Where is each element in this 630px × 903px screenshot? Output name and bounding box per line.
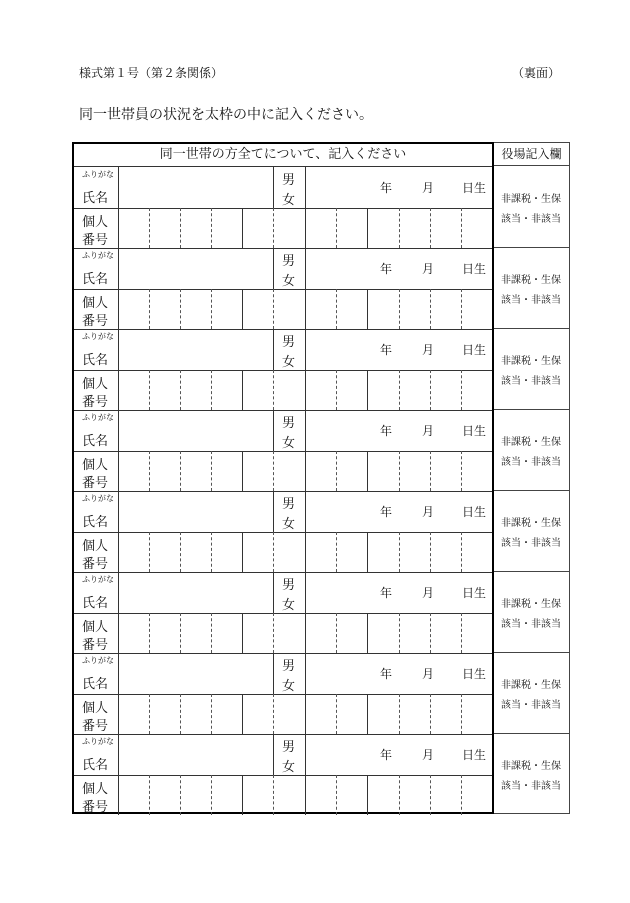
birth-month-label: 月 bbox=[422, 586, 435, 600]
member-row bbox=[74, 491, 492, 573]
member-row bbox=[74, 248, 492, 330]
birth-day-label: 日生 bbox=[462, 748, 487, 762]
grid-line bbox=[242, 694, 243, 734]
female-option[interactable]: 女 bbox=[282, 598, 296, 613]
grid-line bbox=[399, 370, 400, 410]
grid-line bbox=[180, 775, 181, 815]
male-option[interactable]: 男 bbox=[282, 740, 296, 755]
id-label-line2: 番号 bbox=[82, 719, 109, 734]
grid-line bbox=[399, 289, 400, 329]
grid-line bbox=[180, 532, 181, 572]
id-label-line1: 個人 bbox=[82, 620, 109, 635]
office-status-line2: 該当・非該当 bbox=[501, 457, 561, 468]
grid-line bbox=[211, 694, 212, 734]
grid-line bbox=[180, 694, 181, 734]
male-option[interactable]: 男 bbox=[282, 659, 296, 674]
birth-month-label: 月 bbox=[422, 505, 435, 519]
grid-line bbox=[273, 775, 274, 815]
female-option[interactable]: 女 bbox=[282, 274, 296, 289]
office-cell bbox=[494, 328, 569, 410]
grid-line bbox=[461, 370, 462, 410]
page-side-label: （裏面） bbox=[512, 66, 561, 80]
id-label-line2: 番号 bbox=[82, 638, 109, 653]
name-label: 氏名 bbox=[82, 596, 109, 611]
male-option[interactable]: 男 bbox=[282, 335, 296, 350]
male-option[interactable]: 男 bbox=[282, 254, 296, 269]
grid-line bbox=[367, 289, 368, 329]
grid-line bbox=[273, 370, 274, 410]
grid-line bbox=[461, 694, 462, 734]
name-label: 氏名 bbox=[82, 353, 109, 368]
grid-line bbox=[305, 289, 306, 329]
grid-line bbox=[461, 208, 462, 248]
office-status-line1: 非課税・生保 bbox=[501, 437, 561, 448]
grid-line bbox=[305, 329, 306, 370]
grid-line bbox=[336, 694, 337, 734]
birth-year-label: 年 bbox=[380, 262, 393, 276]
grid-line bbox=[305, 208, 306, 248]
furigana-label: ふりがな bbox=[82, 656, 114, 665]
grid-line bbox=[336, 208, 337, 248]
female-option[interactable]: 女 bbox=[282, 193, 296, 208]
grid-line bbox=[273, 532, 274, 572]
name-label: 氏名 bbox=[82, 758, 109, 773]
office-status-line2: 該当・非該当 bbox=[501, 295, 561, 306]
birth-month-label: 月 bbox=[422, 343, 435, 357]
grid-line bbox=[367, 613, 368, 653]
grid-line bbox=[211, 532, 212, 572]
grid-line bbox=[242, 613, 243, 653]
grid-line bbox=[305, 167, 306, 208]
name-label: 氏名 bbox=[82, 272, 109, 287]
grid-line bbox=[430, 775, 431, 815]
female-option[interactable]: 女 bbox=[282, 679, 296, 694]
name-label: 氏名 bbox=[82, 434, 109, 449]
birth-year-label: 年 bbox=[380, 343, 393, 357]
furigana-label: ふりがな bbox=[82, 332, 114, 341]
grid-line bbox=[305, 694, 306, 734]
male-option[interactable]: 男 bbox=[282, 497, 296, 512]
grid-line bbox=[305, 572, 306, 613]
grid-line bbox=[430, 613, 431, 653]
female-option[interactable]: 女 bbox=[282, 760, 296, 775]
grid-line bbox=[211, 775, 212, 815]
birth-month-label: 月 bbox=[422, 262, 435, 276]
member-row bbox=[74, 410, 492, 492]
id-label-line1: 個人 bbox=[82, 377, 109, 392]
grid-line bbox=[180, 451, 181, 491]
birth-month-label: 月 bbox=[422, 424, 435, 438]
grid-line bbox=[273, 653, 274, 694]
grid-line bbox=[273, 572, 274, 613]
birth-year-label: 年 bbox=[380, 748, 393, 762]
birth-day-label: 日生 bbox=[462, 667, 487, 681]
office-status-line1: 非課税・生保 bbox=[501, 680, 561, 691]
grid-line bbox=[367, 208, 368, 248]
table-title: 同一世帯の方全てについて、記入ください bbox=[74, 144, 492, 167]
grid-line bbox=[273, 410, 274, 451]
grid-line bbox=[367, 451, 368, 491]
birth-year-label: 年 bbox=[380, 586, 393, 600]
grid-line bbox=[211, 451, 212, 491]
grid-line bbox=[211, 613, 212, 653]
grid-line bbox=[273, 248, 274, 289]
id-label-line1: 個人 bbox=[82, 701, 109, 716]
id-label-line2: 番号 bbox=[82, 476, 109, 491]
grid-line bbox=[336, 451, 337, 491]
office-status-line2: 該当・非該当 bbox=[501, 700, 561, 711]
male-option[interactable]: 男 bbox=[282, 416, 296, 431]
form-number: 様式第１号（第２条関係） bbox=[79, 66, 224, 80]
birth-year-label: 年 bbox=[380, 181, 393, 195]
id-label-line2: 番号 bbox=[82, 557, 109, 572]
grid-line bbox=[399, 613, 400, 653]
birth-day-label: 日生 bbox=[462, 505, 487, 519]
office-status-line2: 該当・非該当 bbox=[501, 538, 561, 549]
grid-line bbox=[430, 694, 431, 734]
grid-line bbox=[180, 208, 181, 248]
grid-line bbox=[149, 451, 150, 491]
grid-line bbox=[430, 370, 431, 410]
birth-day-label: 日生 bbox=[462, 586, 487, 600]
office-status-line2: 該当・非該当 bbox=[501, 214, 561, 225]
grid-line bbox=[461, 613, 462, 653]
grid-line bbox=[367, 370, 368, 410]
birth-month-label: 月 bbox=[422, 748, 435, 762]
id-label-line1: 個人 bbox=[82, 458, 109, 473]
office-status-line1: 非課税・生保 bbox=[501, 356, 561, 367]
grid-line bbox=[336, 775, 337, 815]
office-status-line2: 該当・非該当 bbox=[501, 376, 561, 387]
female-option[interactable]: 女 bbox=[282, 517, 296, 532]
office-cell bbox=[494, 166, 569, 248]
grid-line bbox=[273, 734, 274, 775]
office-cell bbox=[494, 733, 569, 814]
member-row bbox=[74, 167, 492, 249]
id-label-line2: 番号 bbox=[82, 314, 109, 329]
grid-line bbox=[149, 694, 150, 734]
furigana-label: ふりがな bbox=[82, 494, 114, 503]
grid-line bbox=[461, 451, 462, 491]
grid-line bbox=[211, 289, 212, 329]
grid-line bbox=[149, 289, 150, 329]
grid-line bbox=[399, 451, 400, 491]
grid-line bbox=[430, 532, 431, 572]
office-status-line1: 非課税・生保 bbox=[501, 194, 561, 205]
id-label-line2: 番号 bbox=[82, 800, 109, 815]
grid-line bbox=[305, 491, 306, 532]
grid-line bbox=[273, 613, 274, 653]
grid-line bbox=[242, 532, 243, 572]
office-use-column bbox=[494, 142, 570, 814]
name-label: 氏名 bbox=[82, 677, 109, 692]
office-status-line2: 該当・非該当 bbox=[501, 781, 561, 792]
female-option[interactable]: 女 bbox=[282, 436, 296, 451]
name-label: 氏名 bbox=[82, 191, 109, 206]
grid-line bbox=[305, 410, 306, 451]
grid-line bbox=[305, 734, 306, 775]
furigana-label: ふりがな bbox=[82, 251, 114, 260]
office-status-line2: 該当・非該当 bbox=[501, 619, 561, 630]
birth-day-label: 日生 bbox=[462, 343, 487, 357]
grid-line bbox=[305, 775, 306, 815]
id-label-line1: 個人 bbox=[82, 215, 109, 230]
grid-line bbox=[180, 289, 181, 329]
birth-day-label: 日生 bbox=[462, 262, 487, 276]
grid-line bbox=[149, 370, 150, 410]
grid-line bbox=[273, 208, 274, 248]
office-status-line1: 非課税・生保 bbox=[501, 275, 561, 286]
grid-line bbox=[242, 775, 243, 815]
grid-line bbox=[149, 208, 150, 248]
grid-line bbox=[336, 613, 337, 653]
grid-line bbox=[336, 532, 337, 572]
grid-line bbox=[242, 289, 243, 329]
grid-line bbox=[367, 694, 368, 734]
grid-line bbox=[211, 208, 212, 248]
member-row bbox=[74, 734, 492, 815]
grid-line bbox=[336, 289, 337, 329]
birth-day-label: 日生 bbox=[462, 181, 487, 195]
grid-line bbox=[305, 653, 306, 694]
furigana-label: ふりがな bbox=[82, 575, 114, 584]
id-label-line1: 個人 bbox=[82, 539, 109, 554]
grid-line bbox=[180, 613, 181, 653]
grid-line bbox=[180, 370, 181, 410]
grid-line bbox=[399, 775, 400, 815]
grid-line bbox=[273, 491, 274, 532]
male-option[interactable]: 男 bbox=[282, 578, 296, 593]
member-row bbox=[74, 653, 492, 735]
birth-year-label: 年 bbox=[380, 424, 393, 438]
grid-line bbox=[305, 370, 306, 410]
grid-line bbox=[336, 370, 337, 410]
member-row bbox=[74, 329, 492, 411]
grid-line bbox=[242, 451, 243, 491]
grid-line bbox=[430, 208, 431, 248]
grid-line bbox=[149, 532, 150, 572]
grid-line bbox=[305, 451, 306, 491]
grid-line bbox=[430, 451, 431, 491]
grid-line bbox=[461, 532, 462, 572]
male-option[interactable]: 男 bbox=[282, 173, 296, 188]
office-cell bbox=[494, 490, 569, 572]
furigana-label: ふりがな bbox=[82, 170, 114, 179]
grid-line bbox=[305, 532, 306, 572]
grid-line bbox=[367, 775, 368, 815]
birth-month-label: 月 bbox=[422, 181, 435, 195]
office-status-line1: 非課税・生保 bbox=[501, 599, 561, 610]
grid-line bbox=[399, 694, 400, 734]
grid-line bbox=[273, 167, 274, 208]
birth-month-label: 月 bbox=[422, 667, 435, 681]
id-label-line2: 番号 bbox=[82, 233, 109, 248]
grid-line bbox=[211, 370, 212, 410]
furigana-label: ふりがな bbox=[82, 737, 114, 746]
office-cell bbox=[494, 409, 569, 491]
id-label-line1: 個人 bbox=[82, 296, 109, 311]
grid-line bbox=[461, 289, 462, 329]
grid-line bbox=[273, 289, 274, 329]
id-label-line2: 番号 bbox=[82, 395, 109, 410]
furigana-label: ふりがな bbox=[82, 413, 114, 422]
grid-line bbox=[367, 532, 368, 572]
grid-line bbox=[149, 775, 150, 815]
grid-line bbox=[149, 613, 150, 653]
grid-line bbox=[273, 451, 274, 491]
name-label: 氏名 bbox=[82, 515, 109, 530]
office-cell bbox=[494, 247, 569, 329]
id-label-line1: 個人 bbox=[82, 782, 109, 797]
female-option[interactable]: 女 bbox=[282, 355, 296, 370]
office-status-line1: 非課税・生保 bbox=[501, 761, 561, 772]
grid-line bbox=[461, 775, 462, 815]
grid-line bbox=[305, 248, 306, 289]
grid-line bbox=[399, 208, 400, 248]
birth-day-label: 日生 bbox=[462, 424, 487, 438]
grid-line bbox=[430, 289, 431, 329]
household-members-table bbox=[72, 142, 494, 814]
office-status-line1: 非課税・生保 bbox=[501, 518, 561, 529]
birth-year-label: 年 bbox=[380, 505, 393, 519]
instruction-text: 同一世帯員の状況を太枠の中に記入ください。 bbox=[79, 107, 373, 123]
office-column-title: 役場記入欄 bbox=[494, 143, 569, 166]
grid-line bbox=[273, 329, 274, 370]
grid-line bbox=[242, 208, 243, 248]
birth-year-label: 年 bbox=[380, 667, 393, 681]
office-cell bbox=[494, 571, 569, 653]
office-cell bbox=[494, 652, 569, 734]
member-row bbox=[74, 572, 492, 654]
grid-line bbox=[273, 694, 274, 734]
grid-line bbox=[242, 370, 243, 410]
grid-line bbox=[399, 532, 400, 572]
grid-line bbox=[305, 613, 306, 653]
